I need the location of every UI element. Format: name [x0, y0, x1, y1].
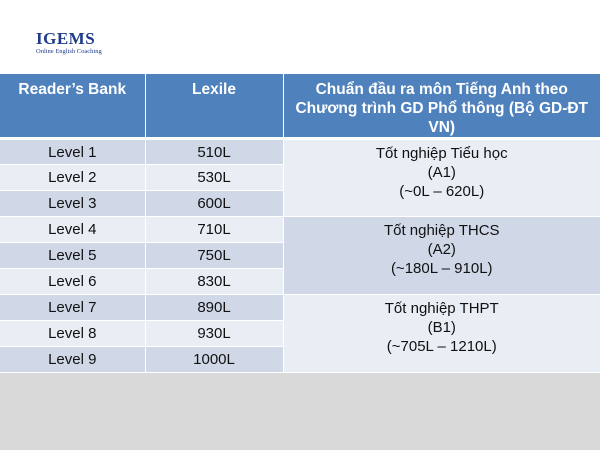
level-cell: Level 1 [0, 139, 145, 165]
group-cefr: (B1) [427, 319, 456, 336]
group-range: (~0L – 620L) [399, 183, 485, 200]
lexile-cell: 600L [145, 191, 283, 217]
level-cell: Level 4 [0, 217, 145, 243]
lexile-cell: 750L [145, 243, 283, 269]
group-title: Tốt nghiệp THPT [384, 300, 499, 317]
group-range: (~705L – 1210L) [386, 338, 497, 355]
level-cell: Level 2 [0, 165, 145, 191]
logo-tagline: Online English Coaching [36, 48, 102, 55]
group-cefr: (A2) [427, 241, 456, 258]
igems-logo [36, 30, 102, 56]
level-cell: Level 7 [0, 295, 145, 321]
level-cell: Level 6 [0, 269, 145, 295]
table-row [0, 139, 600, 165]
lexile-cell: 830L [145, 269, 283, 295]
lexile-cell: 930L [145, 321, 283, 347]
group-cefr: (A1) [427, 164, 456, 181]
level-cell: Level 8 [0, 321, 145, 347]
group-title: Tốt nghiệp THCS [383, 222, 500, 239]
lexile-cell: 1000L [145, 347, 283, 373]
group-cell-primary [283, 139, 600, 217]
lexile-cell: 890L [145, 295, 283, 321]
top-band [0, 0, 600, 74]
group-range: (~180L – 910L) [390, 260, 493, 277]
group-title: Tốt nghiệp Tiểu học [375, 145, 508, 162]
lexile-cell: 530L [145, 165, 283, 191]
level-cell: Level 9 [0, 347, 145, 373]
table-row [0, 217, 600, 243]
group-cell-secondary [283, 217, 600, 295]
lexile-table [0, 74, 600, 373]
header-lexile: Lexile [145, 74, 283, 139]
header-standard: Chuẩn đầu ra môn Tiếng Anh theo Chương trình GD Phổ thông (Bộ GD-ĐT VN) [283, 74, 600, 139]
header-readers-bank: Reader’s Bank [0, 74, 145, 139]
level-cell: Level 3 [0, 191, 145, 217]
level-cell: Level 5 [0, 243, 145, 269]
lexile-cell: 710L [145, 217, 283, 243]
table-row [0, 295, 600, 321]
header-row [0, 74, 600, 139]
group-cell-high-school [283, 295, 600, 373]
logo-name: IGEMS [36, 29, 96, 48]
lexile-cell: 510L [145, 139, 283, 165]
